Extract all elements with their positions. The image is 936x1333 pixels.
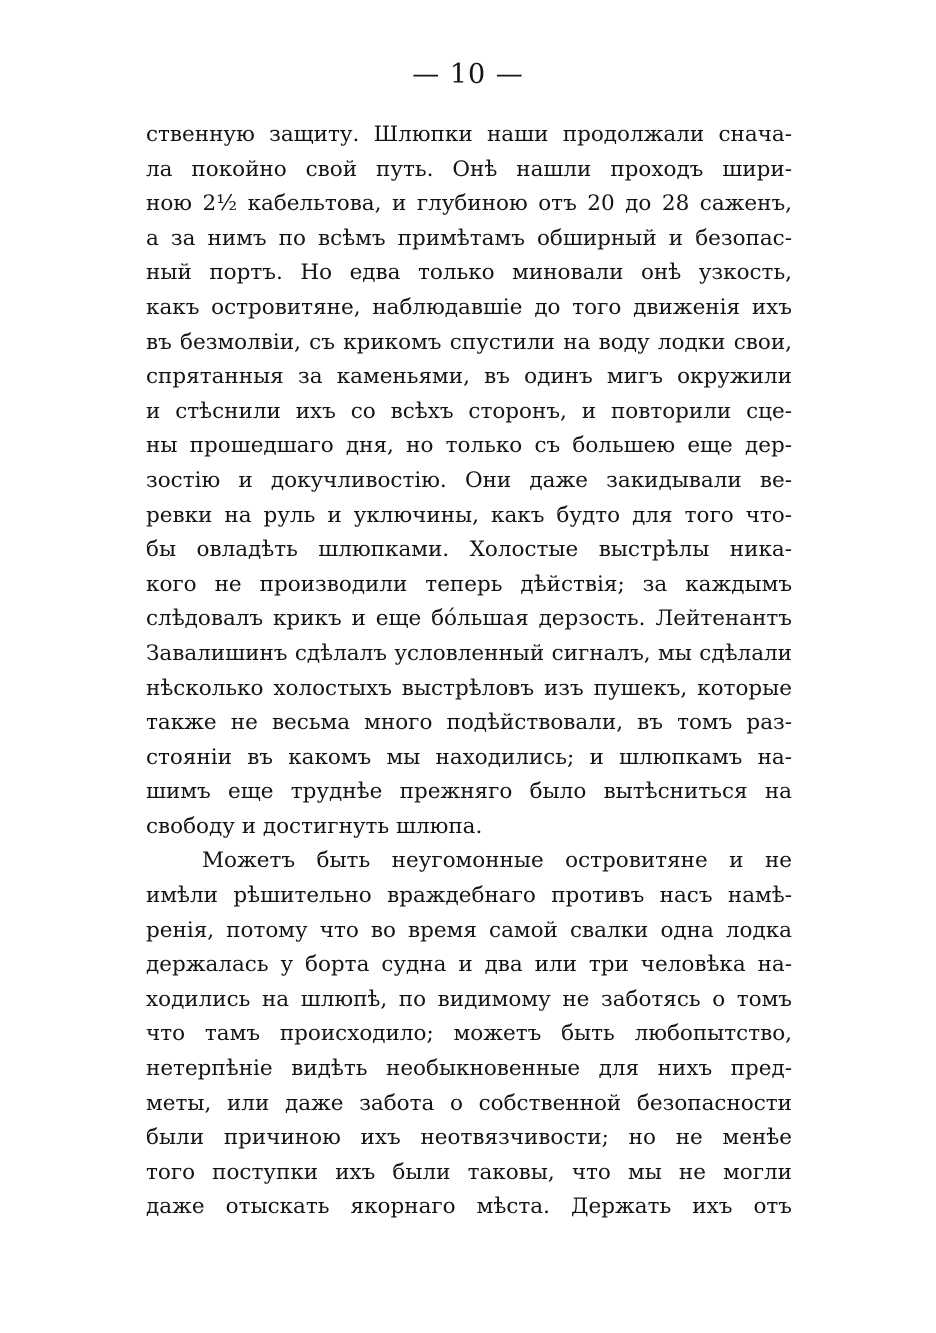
page-number-header: — 10 — <box>412 59 524 90</box>
text-line: ревки на руль и уключины, какъ будто для того что- <box>146 502 792 528</box>
text-line: меты, или даже забота о собственной безопасности <box>146 1090 792 1116</box>
text-line: имѣли рѣшительно враждебнаго противъ насъ намѣ- <box>146 883 792 909</box>
text-line: были причиною ихъ неотвязчивости; но не менѣе <box>146 1125 792 1151</box>
text-line: нетерпѣніе видѣть необыкновенные для нихъ пред- <box>146 1056 792 1082</box>
text-line: кого не производили теперь дѣйствiя; за каждымъ <box>146 571 792 597</box>
text-line: слѣдовалъ крикъ и еще бо́льшая дерзость. Лейтенантъ <box>146 606 792 632</box>
page-body-text <box>146 118 792 1225</box>
text-line: ны прошедшаго дня, но только съ большею еще дер- <box>146 433 792 459</box>
text-line: какъ островитяне, наблюдавшiе до того движенiя ихъ <box>146 294 792 320</box>
text-line: ренія, потому что во время самой свалки одна лодка <box>146 917 792 943</box>
text-line: спрятанныя за каменьями, въ одинъ мигъ окружили <box>146 364 792 390</box>
text-line: и стѣснили ихъ со всѣхъ сторонъ, и повторили сце- <box>146 398 792 424</box>
text-line: въ безмолвiи, съ крикомъ спустили на воду лодки свои, <box>146 329 792 355</box>
text-line: шимъ еще труднѣе прежняго было вытѣсниться на <box>146 779 792 805</box>
text-line: ною 2½ кабельтова, и глубиною отъ 20 до 28 саженъ, <box>146 191 792 217</box>
paragraph-start-line: Можетъ быть неугомонные островитяне и не <box>202 848 792 874</box>
text-line: что тамъ происходило; можетъ быть любопытство, <box>146 1021 792 1047</box>
paragraph-end-line: свободу и достигнуть шлюпа. <box>146 813 483 839</box>
text-line: держалась у борта судна и два или три человѣка на- <box>146 952 792 978</box>
text-line: бы овладѣть шлюпками. Холостые выстрѣлы ника- <box>146 537 792 563</box>
text-line: ственную защиту. Шлюпки наши продолжали снача- <box>146 122 792 147</box>
text-line: а за нимъ по всѣмъ примѣтамъ обширный и безопас- <box>146 225 792 251</box>
text-line: стояніи въ какомъ мы находились; и шлюпкамъ на- <box>146 744 792 770</box>
text-line: даже отыскать якорнаго мѣста. Держать ихъ отъ <box>146 1194 792 1220</box>
text-line: нѣсколько холостыхъ выстрѣловъ изъ пушекъ, которые <box>146 675 792 701</box>
text-line: ла покойно свой путь. Онѣ нашли проходъ шири- <box>146 156 792 182</box>
text-line: того поступки ихъ были таковы, что мы не могли <box>146 1159 792 1185</box>
text-line: ходились на шлюпѣ, по видимому не заботясь о томъ <box>146 986 792 1012</box>
text-line: зостiю и докучливостiю. Они даже закидывали ве- <box>146 467 792 493</box>
text-line: Завалишинъ сдѣлалъ условленный сигналъ, мы сдѣлали <box>146 640 792 666</box>
text-line: ный портъ. Но едва только миновали онѣ узкость, <box>146 260 792 286</box>
text-line: также не весьма много подѣйствовали, въ томъ раз- <box>146 710 792 736</box>
